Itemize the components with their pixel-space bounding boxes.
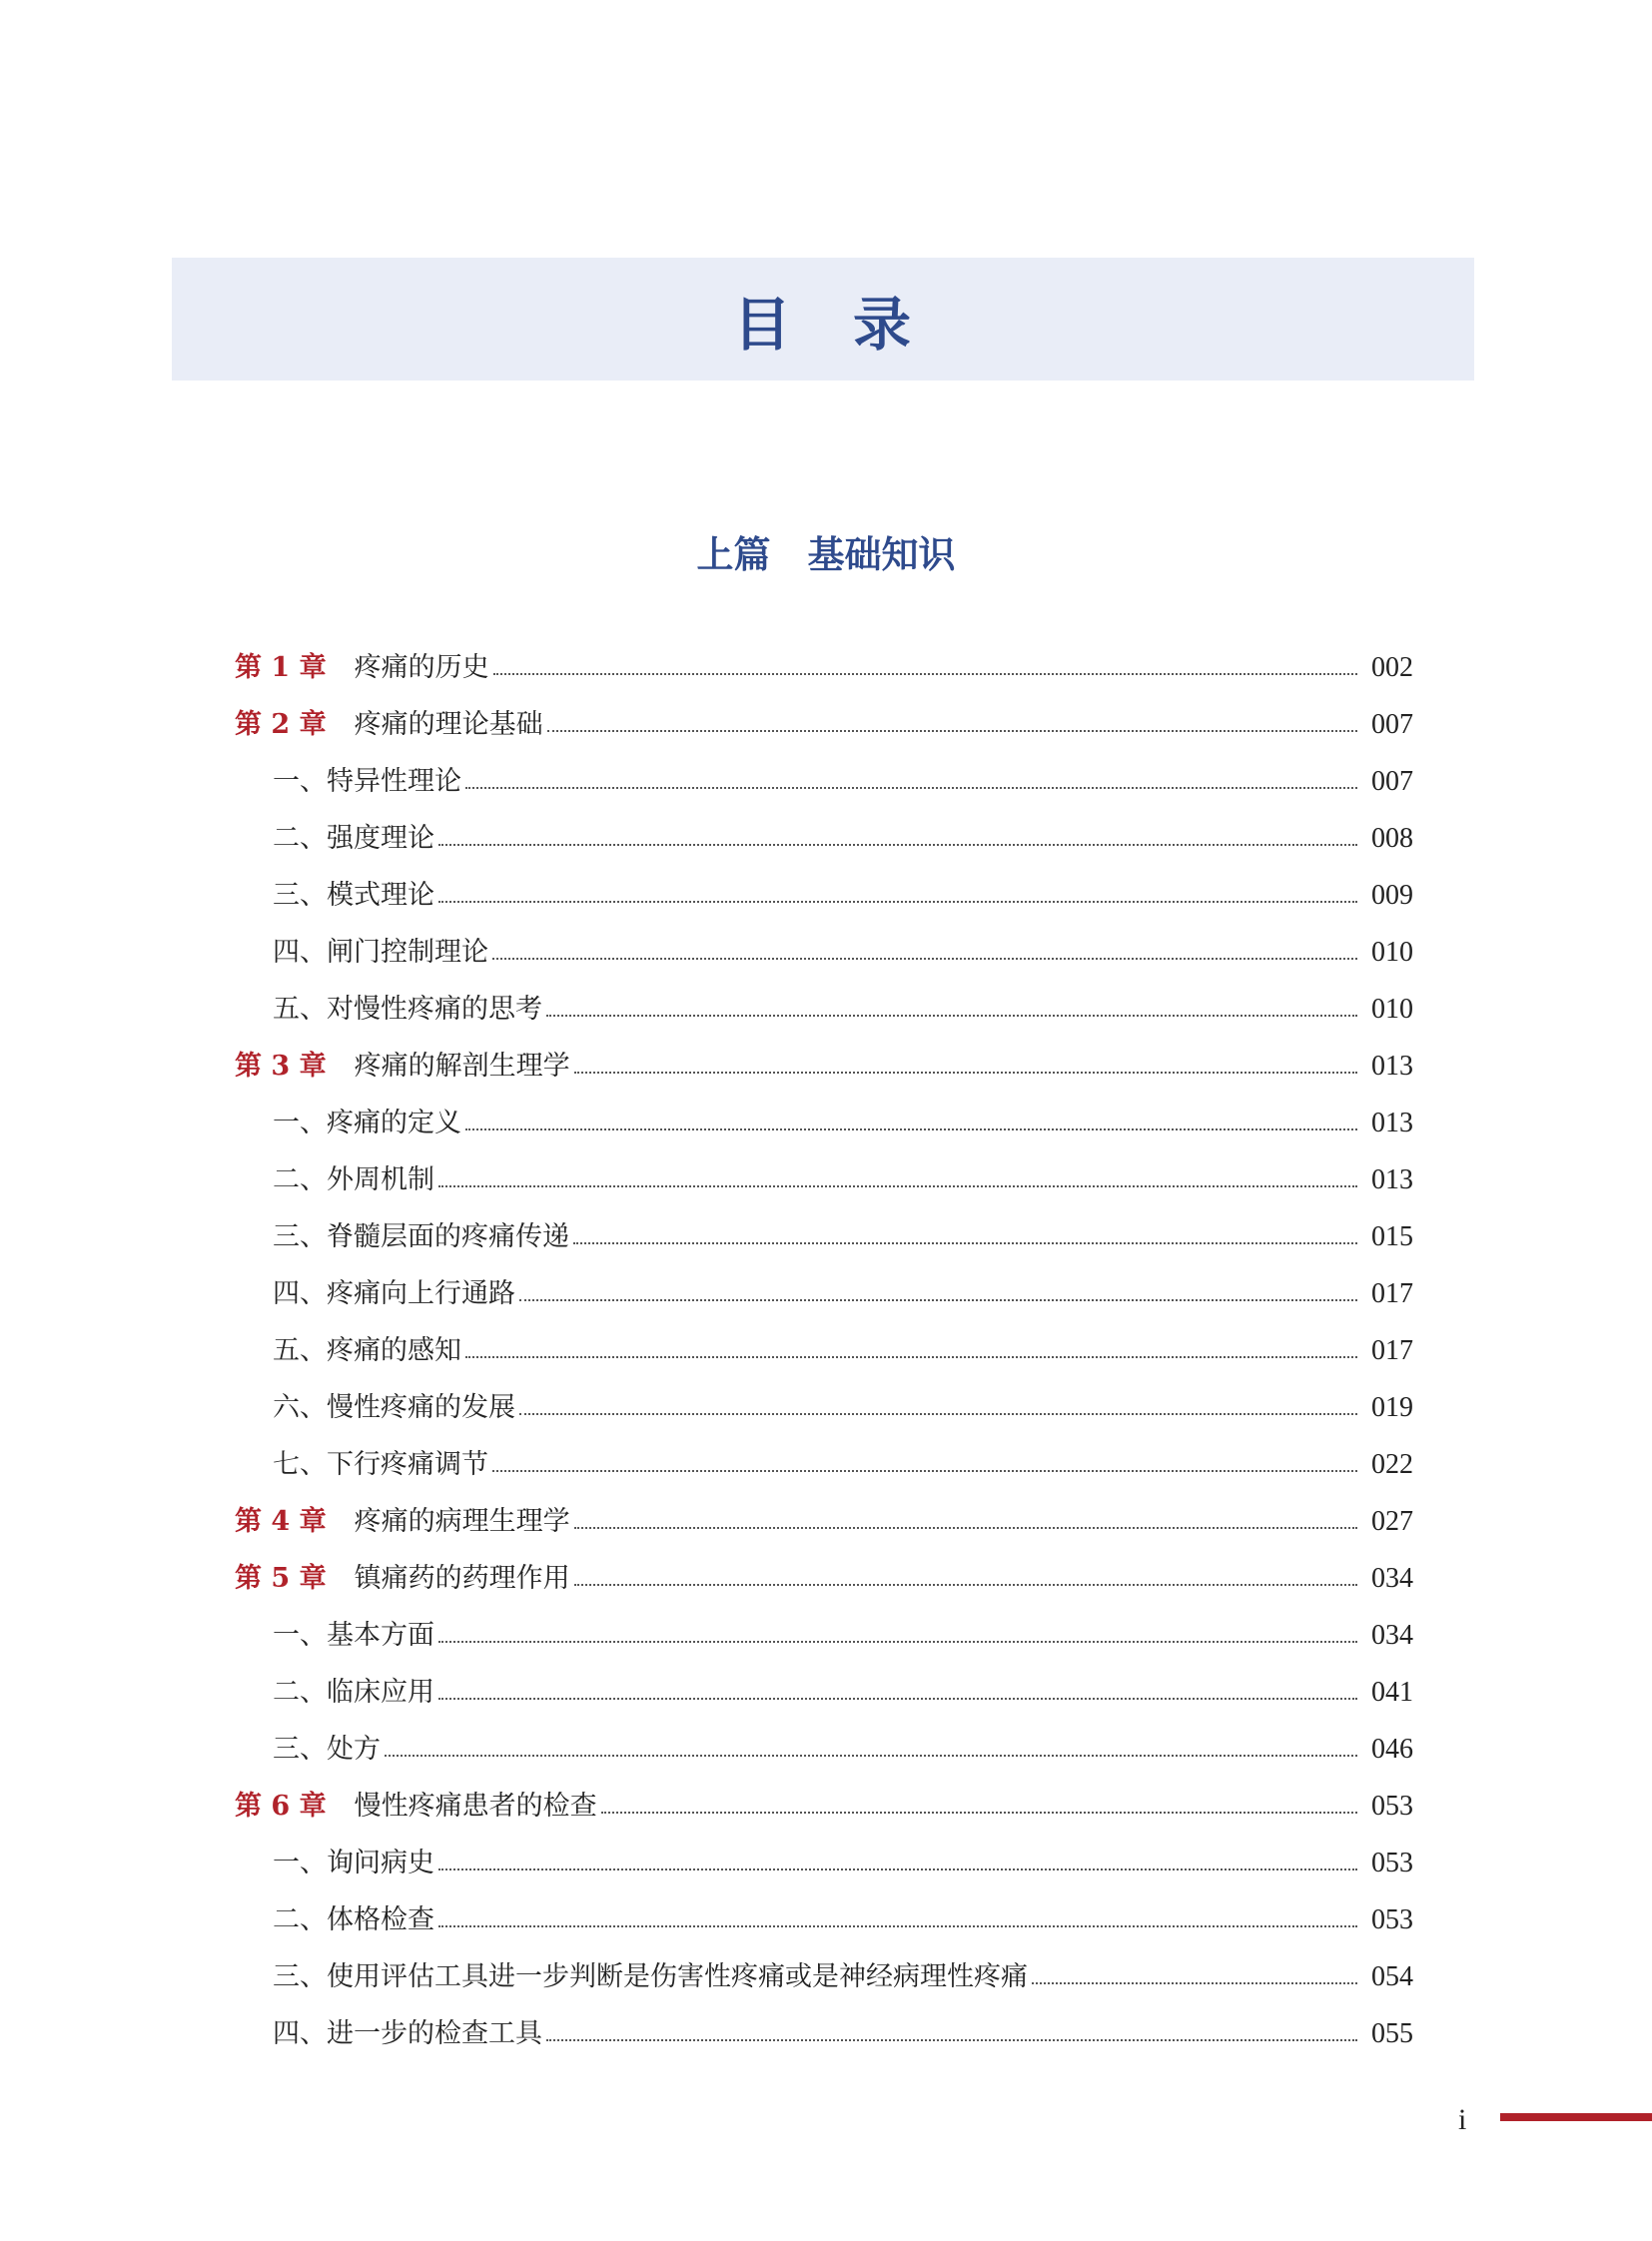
entry-title: 四、进一步的检查工具 <box>273 2018 542 2049</box>
entry-page-number: 010 <box>1371 936 1413 968</box>
toc-section-entry[interactable] <box>235 981 1413 1038</box>
entry-page-number: 053 <box>1371 1903 1413 1935</box>
entry-page-number: 041 <box>1371 1676 1413 1708</box>
dot-leader <box>519 1413 1357 1415</box>
dot-leader <box>465 1356 1357 1358</box>
toc-section-entry[interactable] <box>235 1265 1413 1322</box>
toc-chapter-entry[interactable] <box>235 1038 1413 1095</box>
entry-title: 三、处方 <box>273 1734 381 1765</box>
entry-title: 七、下行疼痛调节 <box>273 1449 488 1480</box>
dot-leader <box>492 1470 1357 1472</box>
dot-leader <box>438 901 1357 903</box>
dot-leader <box>601 1812 1357 1814</box>
dot-leader <box>465 787 1357 789</box>
footer-accent-bar <box>1500 2113 1652 2121</box>
toc-section-entry[interactable] <box>235 867 1413 924</box>
part-heading: 上篇 基础知识 <box>696 532 956 576</box>
page-number: i <box>1458 2103 1467 2136</box>
entry-title: 六、慢性疼痛的发展 <box>273 1392 515 1423</box>
toc-section-entry[interactable] <box>235 1664 1413 1721</box>
entry-page-number: 015 <box>1371 1220 1413 1252</box>
entry-title: 三、脊髓层面的疼痛传递 <box>273 1221 569 1252</box>
toc-chapter-entry[interactable] <box>235 639 1413 696</box>
chapter-number: 第 2 章 <box>235 709 327 740</box>
entry-page-number: 013 <box>1371 1050 1413 1082</box>
chapter-number: 第 1 章 <box>235 652 327 683</box>
entry-title: 一、基本方面 <box>273 1620 434 1651</box>
toc-chapter-entry[interactable] <box>235 1778 1413 1835</box>
entry-title: 一、询问病史 <box>273 1848 434 1878</box>
entry-page-number: 046 <box>1371 1733 1413 1765</box>
dot-leader <box>546 2039 1357 2041</box>
toc-section-entry[interactable] <box>235 1721 1413 1778</box>
chapter-number: 第 3 章 <box>235 1051 327 1082</box>
entry-page-number: 054 <box>1371 1960 1413 1992</box>
entry-page-number: 013 <box>1371 1107 1413 1138</box>
entry-page-number: 002 <box>1371 651 1413 683</box>
toc-section-entry[interactable] <box>235 810 1413 867</box>
entry-page-number: 008 <box>1371 822 1413 854</box>
toc-section-entry[interactable] <box>235 753 1413 810</box>
dot-leader <box>492 958 1357 960</box>
dot-leader <box>438 1925 1357 1927</box>
entry-title: 疼痛的理论基础 <box>354 709 543 740</box>
toc-section-entry[interactable] <box>235 1835 1413 1891</box>
toc-section-entry[interactable] <box>235 1151 1413 1208</box>
entry-title: 镇痛药的药理作用 <box>354 1563 570 1594</box>
chapter-number: 第 6 章 <box>235 1791 327 1822</box>
entry-page-number: 034 <box>1371 1562 1413 1594</box>
toc-section-entry[interactable] <box>235 1208 1413 1265</box>
toc-section-entry[interactable] <box>235 1436 1413 1493</box>
entry-title: 五、对慢性疼痛的思考 <box>273 994 542 1025</box>
toc-section-entry[interactable] <box>235 1948 1413 2005</box>
dot-leader <box>546 1015 1357 1017</box>
entry-page-number: 053 <box>1371 1790 1413 1822</box>
dot-leader <box>438 1868 1357 1870</box>
entry-title: 疼痛的病理生理学 <box>354 1506 570 1537</box>
entry-page-number: 007 <box>1371 708 1413 740</box>
dot-leader <box>493 673 1357 675</box>
entry-page-number: 034 <box>1371 1619 1413 1651</box>
entry-title: 五、疼痛的感知 <box>273 1335 461 1366</box>
entry-page-number: 017 <box>1371 1277 1413 1309</box>
entry-page-number: 055 <box>1371 2017 1413 2049</box>
dot-leader <box>574 1527 1357 1529</box>
entry-page-number: 027 <box>1371 1505 1413 1537</box>
entry-title: 二、体格检查 <box>273 1904 434 1935</box>
chapter-number: 第 4 章 <box>235 1506 327 1537</box>
entry-page-number: 007 <box>1371 765 1413 797</box>
entry-title: 二、临床应用 <box>273 1677 434 1708</box>
entry-title: 慢性疼痛患者的检查 <box>354 1791 597 1822</box>
dot-leader <box>438 1185 1357 1187</box>
dot-leader <box>465 1128 1357 1130</box>
entry-title: 四、闸门控制理论 <box>273 937 488 968</box>
dot-leader <box>438 1641 1357 1643</box>
toc-title-band <box>172 258 1474 380</box>
dot-leader <box>547 730 1357 732</box>
dot-leader <box>574 1584 1357 1586</box>
entry-title: 三、使用评估工具进一步判断是伤害性疼痛或是神经病理性疼痛 <box>273 1961 1028 1992</box>
dot-leader <box>519 1299 1357 1301</box>
toc-chapter-entry[interactable] <box>235 1493 1413 1550</box>
chapter-number: 第 5 章 <box>235 1563 327 1594</box>
entry-title: 四、疼痛向上行通路 <box>273 1278 515 1309</box>
entry-title: 三、模式理论 <box>273 880 434 911</box>
dot-leader <box>573 1242 1357 1244</box>
entry-title: 二、强度理论 <box>273 823 434 854</box>
entry-page-number: 053 <box>1371 1847 1413 1878</box>
toc-section-entry[interactable] <box>235 1322 1413 1379</box>
entry-page-number: 010 <box>1371 993 1413 1025</box>
entry-title: 疼痛的历史 <box>354 652 489 683</box>
toc-section-entry[interactable] <box>235 924 1413 981</box>
page-title: 目 录 <box>732 290 913 359</box>
toc-chapter-entry[interactable] <box>235 696 1413 753</box>
entry-page-number: 009 <box>1371 879 1413 911</box>
entry-page-number: 013 <box>1371 1163 1413 1195</box>
entry-title: 疼痛的解剖生理学 <box>354 1051 570 1082</box>
dot-leader <box>385 1755 1357 1757</box>
entry-page-number: 022 <box>1371 1448 1413 1480</box>
dot-leader <box>438 1698 1357 1700</box>
toc-section-entry[interactable] <box>235 1095 1413 1151</box>
toc-section-entry[interactable] <box>235 1891 1413 1948</box>
entry-title: 二、外周机制 <box>273 1164 434 1195</box>
table-of-contents <box>235 639 1413 2062</box>
toc-section-entry[interactable] <box>235 1607 1413 1664</box>
dot-leader <box>438 844 1357 846</box>
entry-title: 一、疼痛的定义 <box>273 1108 461 1138</box>
toc-chapter-entry[interactable] <box>235 1550 1413 1607</box>
dot-leader <box>574 1072 1357 1074</box>
entry-page-number: 017 <box>1371 1334 1413 1366</box>
entry-title: 一、特异性理论 <box>273 766 461 797</box>
entry-page-number: 019 <box>1371 1391 1413 1423</box>
toc-section-entry[interactable] <box>235 2005 1413 2062</box>
dot-leader <box>1032 1982 1357 1984</box>
toc-section-entry[interactable] <box>235 1379 1413 1436</box>
